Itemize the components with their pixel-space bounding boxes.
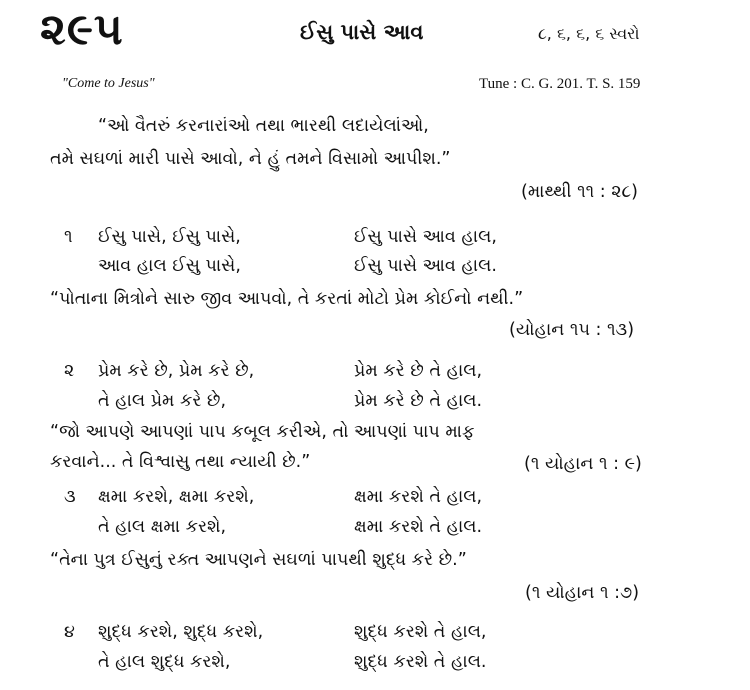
verse-line: તે હાલ ક્ષમા કરશે,: [98, 517, 227, 537]
verse-line: ઈસુ પાસે આવ હાલ,: [354, 227, 497, 247]
tune-info: Tune : C. G. 201. T. S. 159: [479, 76, 641, 92]
verse-number: ૩: [64, 487, 76, 507]
scripture-reference: (૧ યોહાન ૧ :૭): [525, 583, 640, 603]
verse-number: ૨: [64, 361, 75, 381]
verse-line: પ્રેમ કરે છે તે હાલ,: [354, 361, 483, 381]
verse-line: પ્રેમ કરે છે તે હાલ.: [354, 391, 483, 411]
verse-line: ક્ષમા કરશે તે હાલ,: [354, 487, 483, 507]
verse-number: ૪: [64, 622, 75, 642]
scripture-line: તમે સઘળાં મારી પાસે આવો, ને હું તમને વિસામો આપીશ.”: [50, 149, 451, 169]
verse-line: ઈસુ પાસે, ઈસુ પાસે,: [98, 227, 241, 247]
verse-line: ક્ષમા કરશે, ક્ષમા કરશે,: [98, 487, 255, 507]
verse-number: ૧: [64, 227, 73, 247]
hymn-meter: ૮, ૬, ૬, ૬ સ્વરો: [538, 24, 640, 43]
english-title: "Come to Jesus": [62, 76, 155, 91]
verse-line: તે હાલ શુદ્ધ કરશે,: [98, 652, 231, 672]
scripture-line: “જો આપણે આપણાં પાપ કબૂલ કરીએ, તો આપણાં પાપ માફ: [50, 422, 475, 442]
scripture-line: કરવાને... તે વિશ્વાસુ તથા ન્યાયી છે.”: [50, 452, 311, 472]
scripture-reference: (યોહાન ૧૫ : ૧૩): [509, 320, 635, 340]
scripture-reference: (માથ્થી ૧૧ : ૨૮): [521, 182, 638, 202]
verse-line: શુદ્ધ કરશે તે હાલ,: [354, 622, 487, 642]
hymn-title: ઈસુ પાસે આવ: [300, 20, 424, 44]
verse-line: પ્રેમ કરે છે, પ્રેમ કરે છે,: [98, 361, 255, 381]
scripture-line: “પોતાના મિત્રોને સારુ જીવ આપવો, તે કરતાં મોટો પ્રેમ કોઈનો નથી.”: [50, 289, 524, 309]
verse-line: ક્ષમા કરશે તે હાલ.: [354, 517, 483, 537]
verse-line: શુદ્ધ કરશે, શુદ્ધ કરશે,: [98, 622, 264, 642]
verse-line: તે હાલ પ્રેમ કરે છે,: [98, 391, 227, 411]
scripture-line: “તેના પુત્ર ઈસુનું રક્ત આપણને સઘળાં પાપથી શુદ્ધ કરે છે.”: [50, 550, 467, 570]
verse-line: ઈસુ પાસે આવ હાલ.: [354, 256, 497, 276]
hymn-number: ૨૯૫: [40, 4, 124, 55]
scripture-reference: (૧ યોહાન ૧ : ૯): [524, 454, 642, 474]
verse-line: શુદ્ધ કરશે તે હાલ.: [354, 652, 487, 672]
verse-line: આવ હાલ ઈસુ પાસે,: [98, 256, 241, 276]
scripture-line: “ઓ વૈતરું કરનારાંઓ તથા ભારથી લદાયેલાંઓ,: [98, 116, 429, 136]
